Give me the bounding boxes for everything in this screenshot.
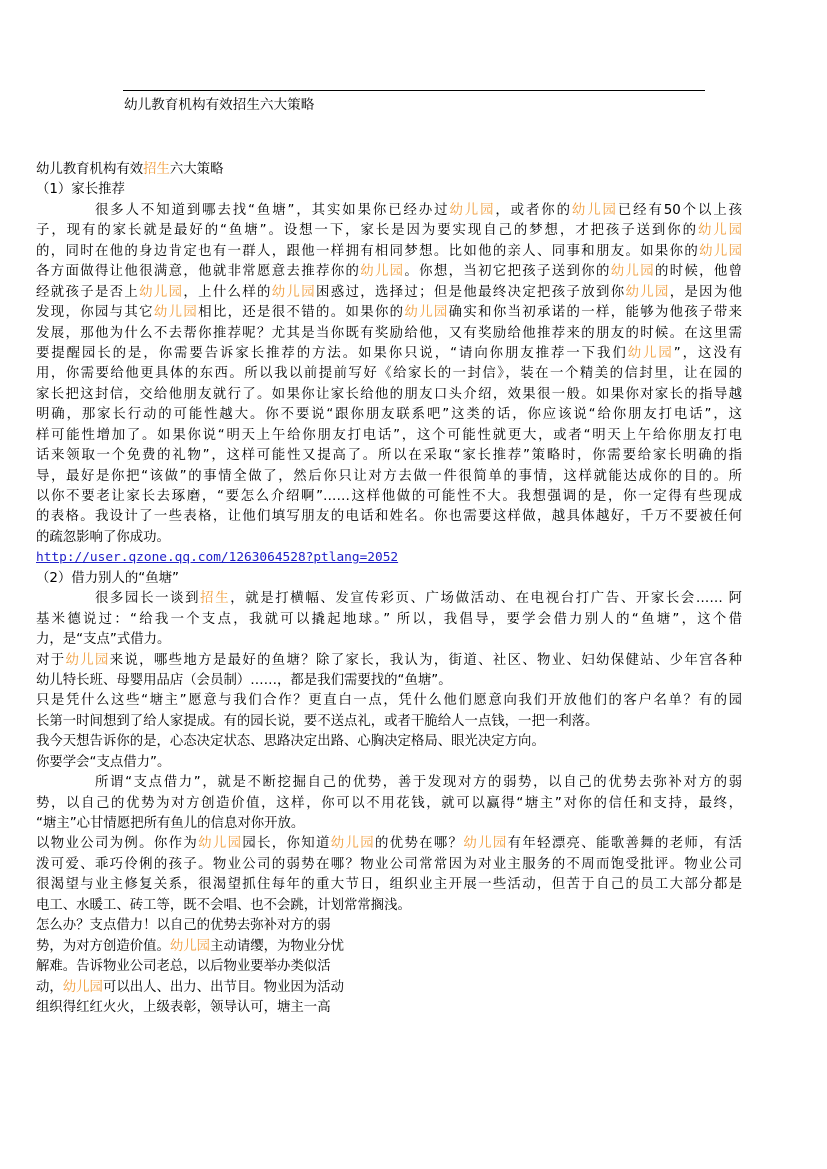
highlight-keyword: 幼儿园 [153,305,199,321]
text-line [36,671,742,691]
text-line [36,896,742,916]
highlight-keyword: 幼儿园 [62,979,103,995]
text-segment: 用，你需要给他更具体的东西。所以我以前提前写好《给家长的一封信》，装在一个精美的信封里，让在园的 [36,366,742,382]
text-line [36,324,742,344]
text-segment: ，上什么样的 [183,284,272,300]
text-segment: 势，为对方创造价值。 [36,938,170,954]
text-line [36,753,742,773]
text-segment: 发展，那他为什么不去帮你推荐呢？尤其是当你既有奖励给他，又有奖励给他推荐来的朋友的时候。在这里需 [36,325,742,341]
header-rule [123,90,705,91]
text-line [36,732,742,752]
highlight-keyword: 幼儿园 [65,652,110,668]
text-line [36,283,742,303]
text-segment: 导，最好是你把“该做”的事情全做了，然后你只让对方去做一件很简单的事情，这样就能达成你的目的。所 [36,468,742,484]
highlight-keyword: 幼儿园 [360,264,405,280]
text-segment: 主动请缨，为物业分忧 [210,938,344,954]
text-segment: 你要学会“支点借力”。 [36,754,171,770]
text-segment: 势，以自己的优势为对方创造价值，这样，你可以不用花钱，就可以赢得“塘主”对你的信任和支持，最终， [36,795,742,811]
text-segment: ”，这没有 [673,345,743,361]
highlight-keyword: 幼儿园 [139,284,184,300]
text-segment: 的优势在哪？ [374,836,464,852]
text-line [36,916,742,936]
text-segment: 子，现有的家长就是最好的“鱼塘”。设想一下，家长是因为要实现自己的梦想，才把孩子送到你的 [36,223,698,239]
text-segment: 经就孩子是否上 [36,284,140,300]
text-line [36,385,742,405]
text-segment: 组织得红红火火，上级表彰，领导认可，塘主一高 [36,999,331,1015]
text-segment: 长第一时间想到了给人家提成。有的园长说，要不送点礼，或者干脆给人一点钱，一把一利落。 [36,713,599,729]
text-line [36,630,742,650]
text-segment: 解难。告诉物业公司老总，以后物业要举办类似活 [36,959,331,975]
text-line [36,528,742,548]
text-segment: 明确，那家长行动的可能性越大。你不要说“跟你朋友联系吧”这类的话，你应该说“给你朋友打电话”，这 [36,407,742,423]
text-line [36,548,742,568]
text-line [36,426,742,446]
text-segment: 怎么办？支点借力！以自己的优势去弥补对方的弱 [36,918,331,934]
text-line [36,794,742,814]
text-segment: 发现，你园与其它 [36,305,154,321]
text-line [36,569,742,589]
text-segment: ，就是打横幅、发宣传彩页、广场做活动、在电视台打广告、开家长会…… 阿 [230,591,742,607]
text-segment: （1）家长推荐 [36,182,125,198]
text-line [36,303,742,323]
text-line [36,651,742,671]
text-segment: 对于 [36,652,66,668]
text-line [36,160,742,180]
text-segment: 幼儿特长班、母婴用品店（会员制）……，都是我们需要找的“鱼塘”。 [36,672,452,688]
text-segment: 要提醒园长的是，你需要告诉家长推荐的方法。如果你只说，“请向你朋友推荐一下我们 [36,345,628,361]
text-line [36,814,742,834]
text-segment: 很渴望与业主修复关系，很渴望抓住每年的重大节日，组织业主开展一些活动，但苦于自己的员工大部分都是 [36,877,742,893]
highlight-keyword: 招生 [200,591,231,607]
text-line [36,855,742,875]
text-segment: 只是凭什么这些“塘主”愿意与我们合作？更直白一点，凭什么他们愿意向我们开放他们的客户名单？有的园 [36,693,742,709]
highlight-keyword: 幼儿园 [699,243,743,259]
text-line [36,875,742,895]
highlight-keyword: 幼儿园 [330,836,375,852]
text-line [36,221,742,241]
text-segment: 幼儿教育机构有效 [36,162,144,177]
text-segment: 六大策略 [169,162,224,177]
text-segment: “塘主”心甘情愿把所有鱼儿的信息对你开放。 [36,816,305,831]
text-line [36,712,742,732]
text-segment: 以你不要老让家长去琢磨，“要怎么介绍啊”……这样他做的可能性不大。我想强调的是，你一定得有些现成 [36,489,742,504]
text-segment: 话来领取一个免费的礼物”，这样可能性又提高了。所以在采取“家长推荐”策略时，你需要给家长明确的指 [36,448,742,464]
text-segment: （2）借力别人的“鱼塘” [36,570,179,586]
highlight-keyword: 幼儿园 [627,345,674,361]
text-segment: 各方面做得让他很满意，他就非常愿意去推荐你的 [36,264,361,280]
text-segment: 困惑过，选择过；但是他最终决定把孩子放到你 [316,284,626,300]
text-line [36,364,742,384]
text-segment: 的时候，他曾 [654,264,743,280]
highlight-keyword: 幼儿园 [463,836,508,852]
text-segment: 。你想，当初它把孩子送到你的 [404,264,611,280]
text-line [36,610,742,630]
highlight-keyword: 幼儿园 [449,202,496,218]
text-line [36,773,742,793]
text-segment: 电工、水暖工、砖工等，既不会唱、也不会跳，计划常常搁浅。 [36,897,411,913]
text-line [36,446,742,466]
text-line [36,405,742,425]
highlight-keyword: 幼儿园 [610,264,655,280]
text-line [36,507,742,527]
text-segment: 力，是“支点”式借力。 [36,632,171,648]
highlight-keyword: 幼儿园 [271,284,317,300]
qzone-link[interactable]: http://user.qzone.qq.com/1263064528?ptlang=2052 [36,550,399,566]
text-segment: 园长，你知道 [242,836,331,852]
text-line [36,978,742,998]
text-segment: 可以出人、出力、出节目。物业因为活动 [102,979,344,995]
text-segment: 以物业公司为例。你作为 [36,836,199,852]
highlight-keyword: 幼儿园 [697,223,743,239]
page-header-title: 幼儿教育机构有效招生六大策略 [124,97,315,113]
text-segment: 有年轻漂亮、能歌善舞的老师，有活 [507,836,743,852]
text-segment: 家长把这封信，交给他朋友就行了。如果你让家长给他的朋友口头介绍，效果很一般。如果你对家长的指导越 [36,386,742,402]
text-segment: 相比，还是很不错的。如果你的 [198,305,405,321]
text-segment: 我今天想告诉你的是，心态决定状态、思路决定出路、心胸决定格局、眼光决定方向。 [36,734,545,750]
text-line [36,262,742,282]
text-segment: 泼可爱、乖巧伶俐的孩子。物业公司的弱势在哪？物业公司常常因为对业主服务的不周而饱受批评。物业公司 [36,856,742,872]
text-line [36,242,742,262]
text-segment: 的表格。我设计了一些表格，让他们填写朋友的电话和姓名。你也需要这样做，越具体越好，千万不要被任何 [36,509,742,525]
text-segment: 已经有50个以上孩 [617,202,743,218]
text-line [36,998,742,1018]
text-line [36,957,742,977]
text-segment: 的疏忽影响了你成功。 [36,529,170,545]
highlight-keyword: 招生 [143,162,170,177]
text-line [36,344,742,364]
text-segment: 很多园长一谈到 [95,591,201,607]
text-segment: 的，同时在他的身边肯定也有一群人，跟他一样拥有相同梦想。比如他的亲人、同事和朋友。如果你的 [36,243,700,259]
text-segment: 所谓“支点借力”，就是不断挖掘自己的优势，善于发现对方的弱势，以自己的优势去弥补对方的弱 [95,775,742,791]
document-body [36,160,742,1018]
text-segment: 确实和你当初承诺的一样，能够为他孩子带来 [448,305,743,321]
text-segment: 来说，哪些地方是最好的鱼塘？除了家长，我认为，街道、社区、物业、妇幼保健站、少年宫各种 [109,652,743,668]
text-line [36,180,742,200]
text-segment: 动， [36,979,63,995]
text-segment: 基米德说过：“给我一个支点，我就可以撬起地球。” 所以，我倡导，要学会借力别人的“鱼塘”，这个借 [36,611,742,627]
text-line [36,467,742,487]
text-line [36,691,742,711]
text-line [36,834,742,854]
text-segment: 样可能性增加了。如果你说“明天上午给你朋友打电话”，这个可能性就更大，或者“明天上午给你朋友打电 [36,427,742,443]
highlight-keyword: 幼儿园 [169,938,211,954]
text-line [36,937,742,957]
text-segment: ，或者你的 [495,202,572,218]
highlight-keyword: 幼儿园 [625,284,670,300]
text-line [36,487,742,507]
text-segment: ，是因为他 [669,284,743,300]
highlight-keyword: 幼儿园 [404,305,449,321]
text-line [36,589,742,609]
text-line [36,201,742,221]
text-segment: 很多人不知道到哪去找“鱼塘”，其实如果你已经办过 [95,202,450,218]
highlight-keyword: 幼儿园 [198,836,243,852]
highlight-keyword: 幼儿园 [571,202,618,218]
